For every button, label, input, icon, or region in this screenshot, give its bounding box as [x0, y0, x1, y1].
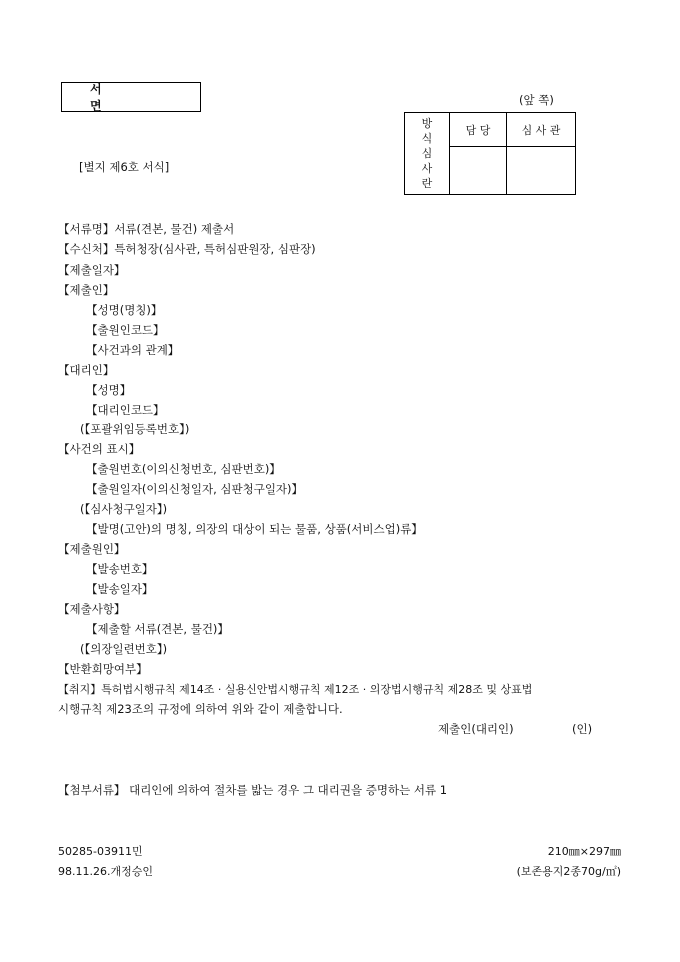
- field-invention-title: 【발명(고안)의 명칭, 의장의 대상이 되는 물품, 상품(서비스업)류】: [86, 522, 423, 536]
- review-cell-examiner: [507, 147, 576, 195]
- field-dispatch-no: 【발송번호】: [86, 562, 154, 576]
- attachment-line: 【첨부서류】 대리인에 의하여 절차를 밟는 경우 그 대리권을 증명하는 서류 1: [58, 783, 448, 797]
- field-submission-items: 【제출사항】: [58, 602, 126, 616]
- signature-label: 제출인(대리인): [438, 722, 514, 736]
- field-submission-cause: 【제출원인】: [58, 542, 126, 556]
- document-title-box: [61, 82, 201, 112]
- vertical-char: 심: [421, 147, 433, 160]
- signature-seal: (인): [572, 722, 593, 736]
- vertical-char: 란: [421, 177, 433, 190]
- field-purpose-cont: 시행규칙 제23조의 규정에 의하여 위와 같이 제출합니다.: [58, 702, 343, 716]
- footer-approval-date: 98.11.26.개정승인: [58, 865, 153, 878]
- field-agent-name: 【성명】: [86, 383, 132, 397]
- field-power-of-attorney-no: (【포괄위임등록번호】): [80, 422, 190, 436]
- field-documents-to-submit: 【제출할 서류(견본, 물건)】: [86, 622, 229, 636]
- field-submitter-name: 【성명(명칭)】: [86, 303, 163, 317]
- field-purpose: 【취지】특허법시행규칙 제14조 · 실용신안법시행규칙 제12조 · 의장법시행규칙 제28조 및 상표법: [58, 683, 533, 696]
- page-side-note: (앞 쪽): [519, 93, 554, 107]
- vertical-char: 식: [421, 132, 433, 145]
- review-table: [404, 112, 576, 195]
- document-title: 서 면: [90, 82, 130, 113]
- field-return-request: 【반환희망여부】: [58, 662, 148, 676]
- field-submission-date: 【제출일자】: [58, 263, 126, 277]
- field-application-no: 【출원번호(이의신청번호, 심판번호)】: [86, 462, 281, 476]
- field-case-display: 【사건의 표시】: [58, 442, 141, 456]
- review-col-examiner: 심 사 관: [507, 113, 576, 147]
- field-design-serial-no: (【의장일련번호】): [80, 642, 168, 656]
- field-dispatch-date: 【발송일자】: [86, 582, 154, 596]
- field-application-date: 【출원일자(이의신청일자, 심판청구일자)】: [86, 482, 304, 496]
- footer-paper-size: 210㎜×297㎜: [547, 845, 621, 858]
- form-number: [별지 제6호 서식]: [79, 160, 170, 174]
- review-cell-staff: [450, 147, 507, 195]
- footer-paper-type: (보존용지2종70g/㎡): [516, 865, 621, 878]
- review-table-vertical-label: [405, 113, 450, 195]
- review-col-staff: 담 당: [450, 113, 507, 147]
- vertical-char: 사: [421, 162, 433, 175]
- footer-code: 50285-03911민: [58, 845, 143, 858]
- field-agent-code: 【대리인코드】: [86, 403, 165, 417]
- field-applicant-code: 【출원인코드】: [86, 323, 165, 337]
- field-case-relation: 【사건과의 관계】: [86, 343, 180, 357]
- field-exam-request-date: (【심사청구일자】): [80, 502, 168, 516]
- vertical-char: 방: [421, 117, 433, 130]
- field-agent: 【대리인】: [58, 363, 115, 377]
- field-document-name: 【서류명】서류(견본, 물건) 제출서: [58, 222, 235, 236]
- field-submitter: 【제출인】: [58, 283, 115, 297]
- field-recipient: 【수신처】특허청장(심사관, 특허심판원장, 심판장): [58, 242, 316, 256]
